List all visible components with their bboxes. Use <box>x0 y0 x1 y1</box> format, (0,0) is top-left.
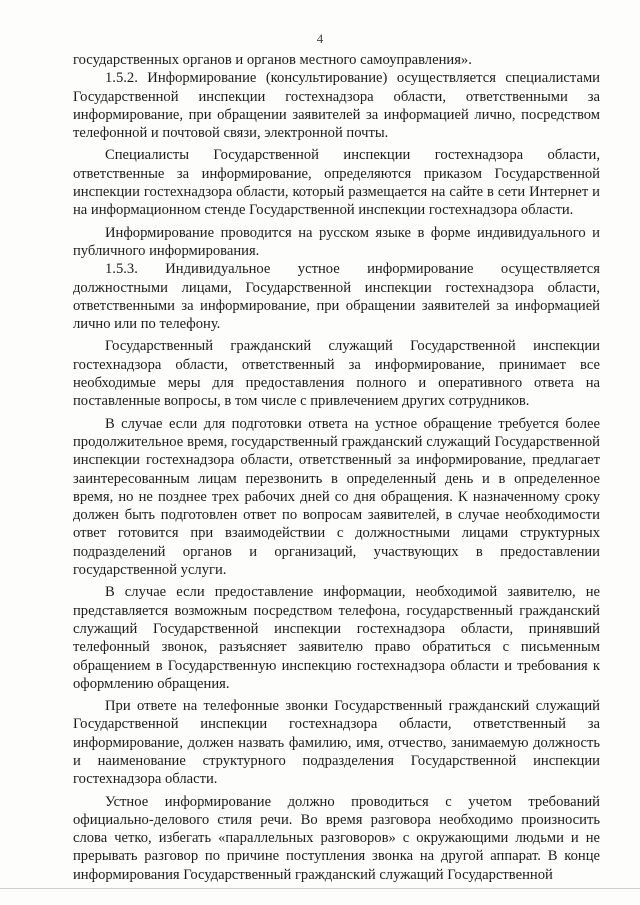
paragraph-specialists: Специалисты Государственной инспекции гостехнадзора области, ответственные за информирование, определяются приказом Государственной инспекции гостехнадзора области, который размещается на сайте в сети Интернет и на информационном стенде Государственной инспекции гостехнадзора области. <box>73 147 600 219</box>
paragraph-1-5-2: 1.5.2. Информирование (консультирование) осуществляется специалистами Государственной инспекции гостехнадзора области, ответственными за информирование, при обращении заявителей за информацией лично, посредством телефонной и почтовой связи, электронной почты. <box>73 70 600 142</box>
paragraph-phone-answer: При ответе на телефонные звонки Государственный гражданский служащий Государственной инспекции гостехнадзора области, ответственный за информирование, должен назвать фамилию, имя, отчество, занимаемую должность и наименование структурного подразделения Государственной инспекции гостехнадзора области. <box>73 698 600 788</box>
paragraph-oral-style: Устное информирование должно проводиться с учетом требований официально-делового стиля речи. Во время разговора необходимо произносить слова четко, избегать «параллельных разговоров» с окружающими людьми и не прерывать разговор по причине поступления звонка на другой аппарат. В конце информирования Государственный гражданский служащий Государственной <box>73 793 600 883</box>
paragraph-longer-time: В случае если для подготовки ответа на устное обращение требуется более продолжительное время, государственный гражданский служащий Государственной инспекции гостехнадзора области, ответственный за информирование, предлагает заинтересованным лицам перезвонить в определенный день и в определенное время, но не позднее трех рабочих дней со дня обращения. К назначенному сроку должен быть подготовлен ответ по вопросам заявителей, в случае необходимости ответ готовится при взаимодействии с должностными лицами структурных подразделений органов и организаций, участвующих в предоставлении государственной услуги. <box>73 415 600 579</box>
page-number: 4 <box>316 31 324 46</box>
page-bottom-edge <box>0 888 640 889</box>
paragraph-phone-impossible: В случае если предоставление информации, необходимой заявителю, не представляется возможным посредством телефона, государственный гражданский служащий Государственной инспекции гостехнадзора области, принявший телефонный звонок, разъясняет заявителю право обратиться с письменным обращением в Государственную инспекцию гостехнадзора области и требования к оформлению обращения. <box>73 584 600 692</box>
paragraph-1-5-3: 1.5.3. Индивидуальное устное информирование осуществляется должностными лицами, Государственной инспекции гостехнадзора области, ответственными за информирование, при обращении заявителей за информацией лично или по телефону. <box>73 261 600 333</box>
paragraph-language: Информирование проводится на русском языке в форме индивидуального и публичного информирования. <box>73 224 600 259</box>
document-body <box>73 51 600 884</box>
paragraph-civil-servant: Государственный гражданский служащий Государственной инспекции гостехнадзора области, ответственный за информирование, принимает все необходимые меры для предоставления полного и оперативного ответа на поставленные вопросы, в том числе с привлечением других сотрудников. <box>73 338 600 410</box>
paragraph-continuation: государственных органов и органов местного самоуправления». <box>73 52 472 68</box>
